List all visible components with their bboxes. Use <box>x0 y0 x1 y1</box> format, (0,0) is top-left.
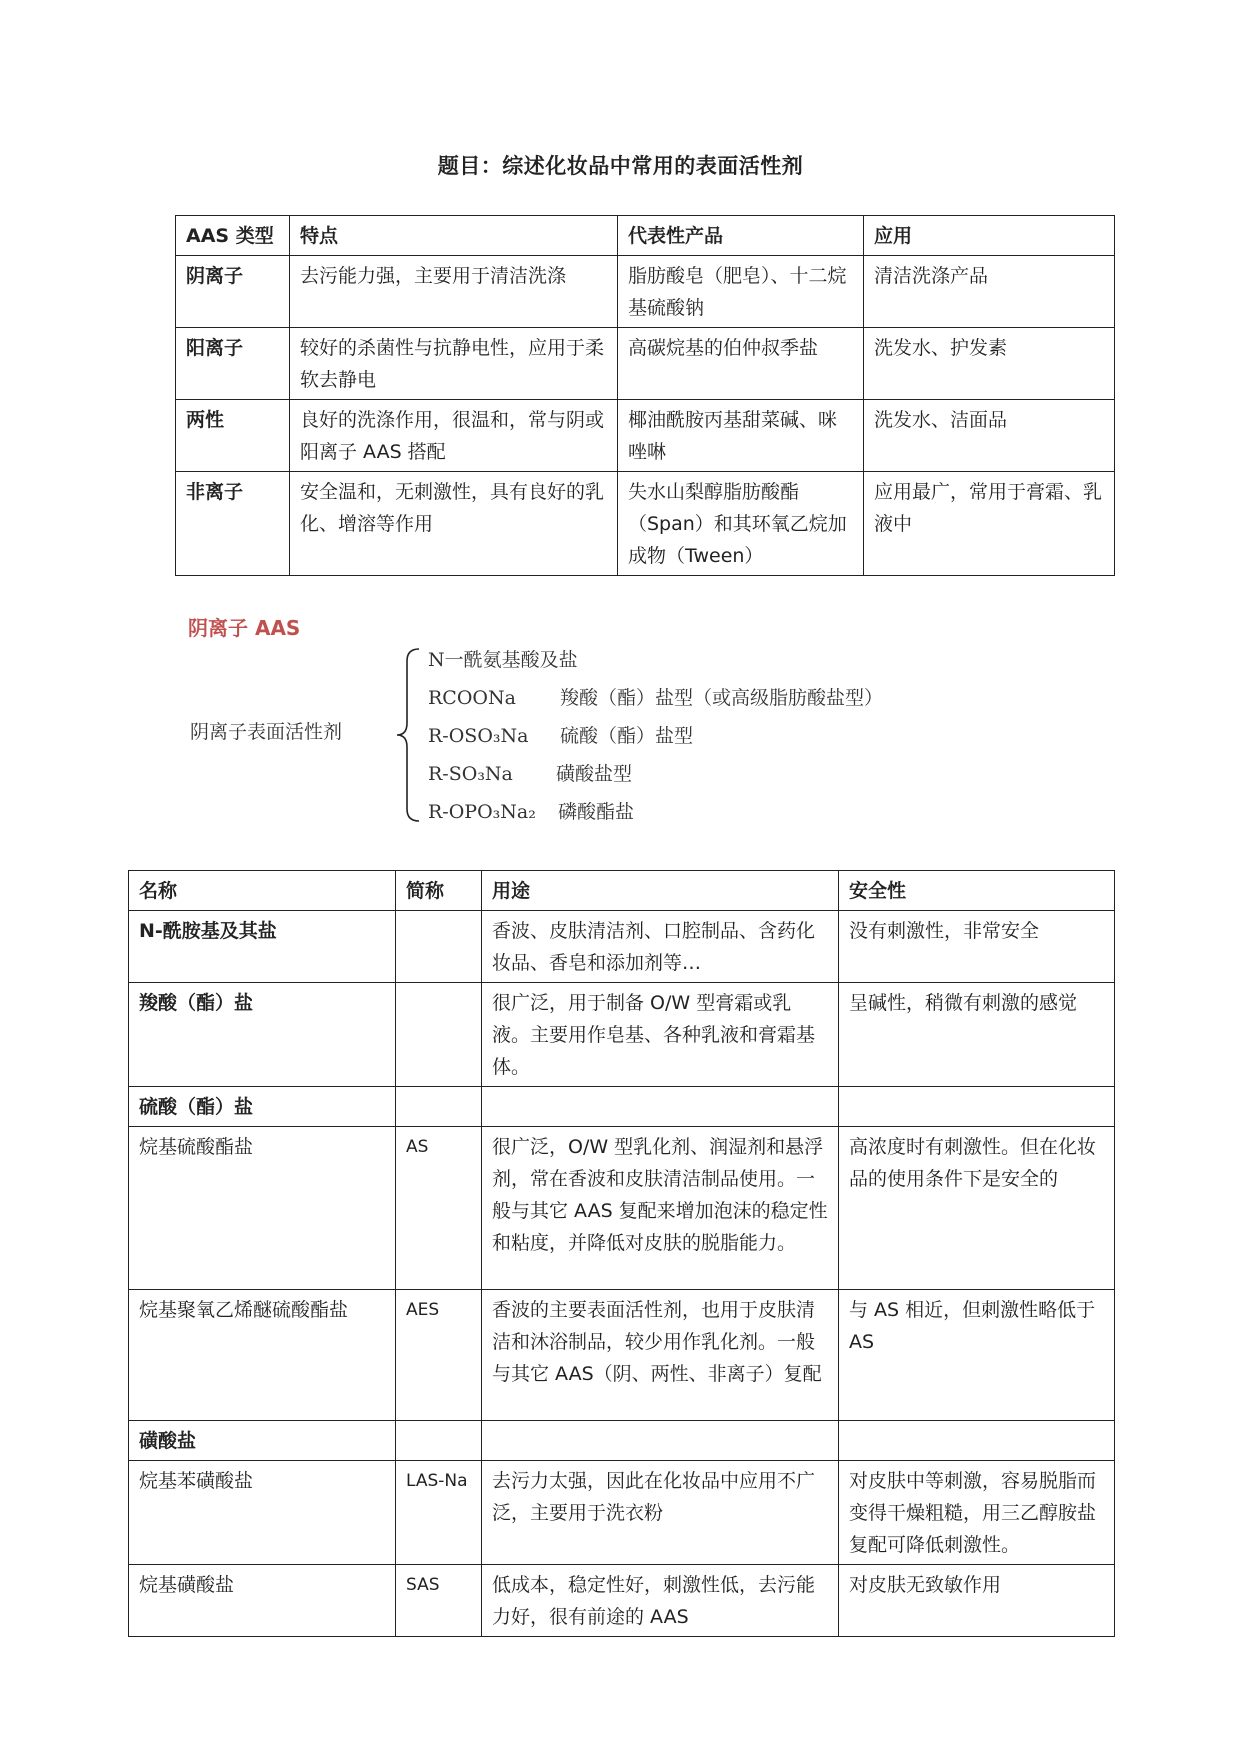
abbr-cell <box>396 911 482 983</box>
section-heading: 阴离子 AAS <box>188 616 301 640</box>
header-cell: 安全性 <box>839 871 1115 911</box>
product-cell: 脂肪酸皂（肥皂）、十二烷基硫酸钠 <box>618 256 864 328</box>
diagram-desc: 硫酸（酯）盐型 <box>560 725 694 747</box>
use-cell: 应用最广，常用于膏霜、乳液中 <box>864 472 1115 576</box>
table-row <box>129 983 1115 1087</box>
type-cell: 两性 <box>176 400 290 472</box>
type-cell: 阳离子 <box>176 328 290 400</box>
diagram-label: 阴离子表面活性剂 <box>190 721 343 743</box>
use-cell: 香波、皮肤清洁剂、口腔制品、含药化妆品、香皂和添加剂等… <box>482 911 839 983</box>
diagram-formula: R-SO₃Na <box>428 763 513 785</box>
diagram-formula: RCOONa <box>428 687 516 709</box>
name-cell: 羧酸（酯）盐 <box>129 983 396 1087</box>
header-cell: 代表性产品 <box>618 216 864 256</box>
header-cell: 特点 <box>290 216 618 256</box>
header-cell: 简称 <box>396 871 482 911</box>
abbr-cell: AES <box>396 1290 482 1421</box>
diagram-formula: N一酰氨基酸及盐 <box>428 649 578 671</box>
product-cell: 高碳烷基的伯仲叔季盐 <box>618 328 864 400</box>
name-cell: N-酰胺基及其盐 <box>129 911 396 983</box>
table-row <box>129 911 1115 983</box>
diagram-desc: 磷酸酯盐 <box>558 801 635 823</box>
feature-cell: 安全温和，无刺激性，具有良好的乳化、增溶等作用 <box>290 472 618 576</box>
diagram-desc: 磺酸盐型 <box>556 763 633 785</box>
anionic-classification-diagram <box>185 645 1085 840</box>
name-cell: 烷基聚氧乙烯醚硫酸酯盐 <box>129 1290 396 1421</box>
use-cell <box>482 1421 839 1461</box>
table-row <box>129 1565 1115 1637</box>
safety-cell: 高浓度时有刺激性。但在化妆品的使用条件下是安全的 <box>839 1127 1115 1290</box>
use-cell: 低成本，稳定性好，刺激性低，去污能力好，很有前途的 AAS <box>482 1565 839 1637</box>
abbr-cell <box>396 1087 482 1127</box>
table-row <box>176 256 1115 328</box>
table-header-row <box>129 871 1115 911</box>
product-cell: 失水山梨醇脂肪酸酯（Span）和其环氧乙烷加成物（Tween） <box>618 472 864 576</box>
header-cell: 用途 <box>482 871 839 911</box>
safety-cell: 对皮肤中等刺激，容易脱脂而变得干燥粗糙，用三乙醇胺盐复配可降低刺激性。 <box>839 1461 1115 1565</box>
diagram-item <box>428 721 693 748</box>
safety-cell <box>839 1421 1115 1461</box>
use-cell: 清洁洗涤产品 <box>864 256 1115 328</box>
table-row <box>129 1087 1115 1127</box>
header-cell: 名称 <box>129 871 396 911</box>
abbr-cell <box>396 1421 482 1461</box>
name-cell: 烷基硫酸酯盐 <box>129 1127 396 1290</box>
brace-icon <box>395 647 421 823</box>
type-cell: 非离子 <box>176 472 290 576</box>
diagram-item <box>428 683 883 710</box>
safety-cell: 呈碱性，稍微有刺激的感觉 <box>839 983 1115 1087</box>
table-row <box>176 400 1115 472</box>
name-cell: 烷基苯磺酸盐 <box>129 1461 396 1565</box>
table-header-row <box>176 216 1115 256</box>
type-cell: 阴离子 <box>176 256 290 328</box>
abbr-cell: AS <box>396 1127 482 1290</box>
anionic-aas-table <box>128 870 1115 1637</box>
header-cell: 应用 <box>864 216 1115 256</box>
name-cell: 烷基磺酸盐 <box>129 1565 396 1637</box>
abbr-cell <box>396 983 482 1087</box>
page-title: 题目：综述化妆品中常用的表面活性剂 <box>437 154 804 178</box>
use-cell: 很广泛，用于制备 O/W 型膏霜或乳液。主要用作皂基、各种乳液和膏霜基体。 <box>482 983 839 1087</box>
safety-cell: 与 AS 相近，但刺激性略低于 AS <box>839 1290 1115 1421</box>
table-row <box>129 1127 1115 1290</box>
use-cell: 香波的主要表面活性剂，也用于皮肤清洁和沐浴制品，较少用作乳化剂。一般与其它 AAS（阴、两性、非离子）复配 <box>482 1290 839 1421</box>
diagram-formula: R-OPO₃Na₂ <box>428 801 536 823</box>
diagram-item <box>428 797 634 824</box>
diagram-item <box>428 645 578 672</box>
use-cell: 去污力太强，因此在化妆品中应用不广泛，主要用于洗衣粉 <box>482 1461 839 1565</box>
diagram-item <box>428 759 632 786</box>
abbr-cell: LAS-Na <box>396 1461 482 1565</box>
feature-cell: 较好的杀菌性与抗静电性，应用于柔软去静电 <box>290 328 618 400</box>
table-row <box>129 1290 1115 1421</box>
safety-cell: 没有刺激性，非常安全 <box>839 911 1115 983</box>
use-cell: 洗发水、护发素 <box>864 328 1115 400</box>
name-cell: 磺酸盐 <box>129 1421 396 1461</box>
use-cell: 很广泛，O/W 型乳化剂、润湿剂和悬浮剂，常在香波和皮肤清洁制品使用。一般与其它 AAS 复配来增加泡沫的稳定性和粘度，并降低对皮肤的脱脂能力。 <box>482 1127 839 1290</box>
table-row <box>176 328 1115 400</box>
feature-cell: 良好的洗涤作用，很温和，常与阴或阳离子 AAS 搭配 <box>290 400 618 472</box>
product-cell: 椰油酰胺丙基甜菜碱、咪唑啉 <box>618 400 864 472</box>
aas-type-table <box>175 215 1115 576</box>
use-cell: 洗发水、洁面品 <box>864 400 1115 472</box>
header-cell: AAS 类型 <box>176 216 290 256</box>
abbr-cell: SAS <box>396 1565 482 1637</box>
use-cell <box>482 1087 839 1127</box>
safety-cell <box>839 1087 1115 1127</box>
table-row <box>176 472 1115 576</box>
feature-cell: 去污能力强，主要用于清洁洗涤 <box>290 256 618 328</box>
diagram-formula: R-OSO₃Na <box>428 725 529 747</box>
diagram-desc: 羧酸（酯）盐型（或高级脂肪酸盐型） <box>560 687 884 709</box>
table-row <box>129 1461 1115 1565</box>
table-row <box>129 1421 1115 1461</box>
safety-cell: 对皮肤无致敏作用 <box>839 1565 1115 1637</box>
name-cell: 硫酸（酯）盐 <box>129 1087 396 1127</box>
